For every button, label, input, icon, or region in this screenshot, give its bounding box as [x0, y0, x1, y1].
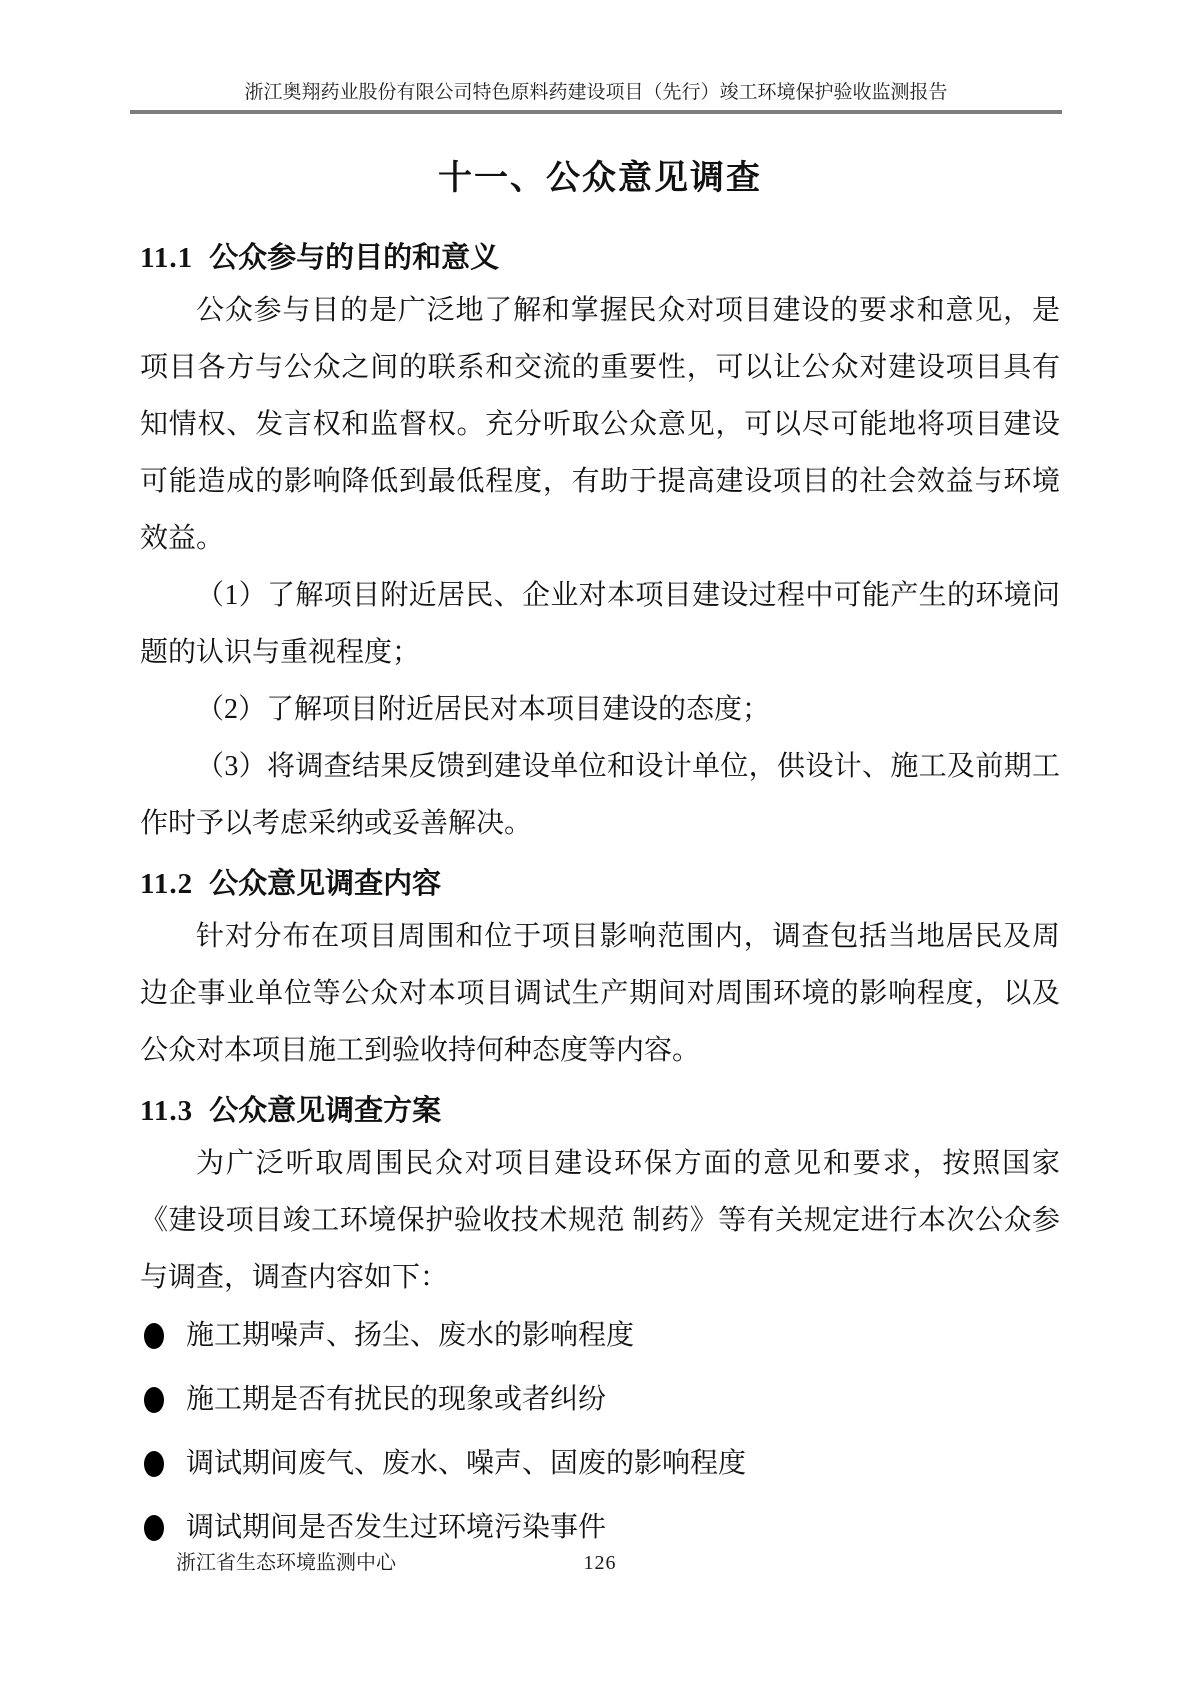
chapter-title: 十一、公众意见调查	[438, 159, 762, 197]
list-item-text: 施工期噪声、扬尘、废水的影响程度	[186, 1320, 635, 1351]
section-heading-11-2	[140, 864, 1060, 904]
bullet-dot-icon	[144, 1451, 164, 1477]
paragraph: （1）了解项目附近居民、企业对本项目建设过程中可能产生的环境问题的认识与重视程度；	[140, 580, 1060, 668]
list-item	[144, 1444, 1060, 1484]
page-footer	[140, 1550, 1060, 1576]
bullet-dot-icon	[144, 1323, 164, 1349]
paragraph: （3）将调查结果反馈到建设单位和设计单位，供设计、施工及前期工作时予以考虑采纳或妥善解决。	[140, 751, 1060, 839]
section-11-1	[140, 238, 1060, 852]
report-header-title: 浙江奥翔药业股份有限公司特色原料药建设项目（先行）竣工环境保护验收监测报告	[244, 82, 948, 103]
footer-institution: 浙江省生态环境监测中心	[176, 1552, 396, 1574]
paragraph: （2）了解项目附近居民对本项目建设的态度；	[196, 694, 771, 725]
section-heading-text: 公众意见调查方案	[209, 1095, 442, 1127]
section-number: 11.2	[140, 868, 194, 900]
paragraph: 公众参与目的是广泛地了解和掌握民众对项目建设的要求和意见，是项目各方与公众之间的联系和交流的重要性，可以让公众对建设项目具有知情权、发言权和监督权。充分听取公众意见，可以尽可能地将项目建设可能造成的影响降低到最低程度，有助于提高建设项目的社会效益与环境效益。	[140, 295, 1060, 554]
section-heading-text: 公众意见调查内容	[209, 868, 442, 900]
page-header	[130, 0, 1062, 114]
section-number: 11.1	[140, 242, 194, 274]
page-number: 126	[583, 1552, 617, 1574]
section-heading-text: 公众参与的目的和意义	[209, 242, 500, 274]
list-item	[144, 1508, 1060, 1548]
section-number: 11.3	[140, 1095, 194, 1127]
section-heading-11-3	[140, 1091, 1060, 1131]
list-item	[144, 1316, 1060, 1356]
paragraph: 为广泛听取周围民众对项目建设环保方面的意见和要求，按照国家《建设项目竣工环境保护验收技术规范 制药》等有关规定进行本次公众参与调查，调查内容如下：	[140, 1148, 1060, 1293]
section-heading-11-1	[140, 238, 1060, 278]
bullet-dot-icon	[144, 1387, 164, 1413]
section-11-3	[140, 1091, 1060, 1548]
paragraph: 针对分布在项目周围和位于项目影响范围内，调查包括当地居民及周边企事业单位等公众对本项目调试生产期间对周围环境的影响程度，以及公众对本项目施工到验收持何种态度等内容。	[140, 921, 1060, 1066]
section-11-2	[140, 864, 1060, 1079]
list-item	[144, 1380, 1060, 1420]
list-item-text: 调试期间是否发生过环境污染事件	[186, 1512, 607, 1543]
list-item-text: 调试期间废气、废水、噪声、固废的影响程度	[186, 1448, 747, 1479]
list-item-text: 施工期是否有扰民的现象或者纠纷	[186, 1384, 607, 1415]
survey-topics-list	[140, 1316, 1060, 1548]
bullet-dot-icon	[144, 1515, 164, 1541]
